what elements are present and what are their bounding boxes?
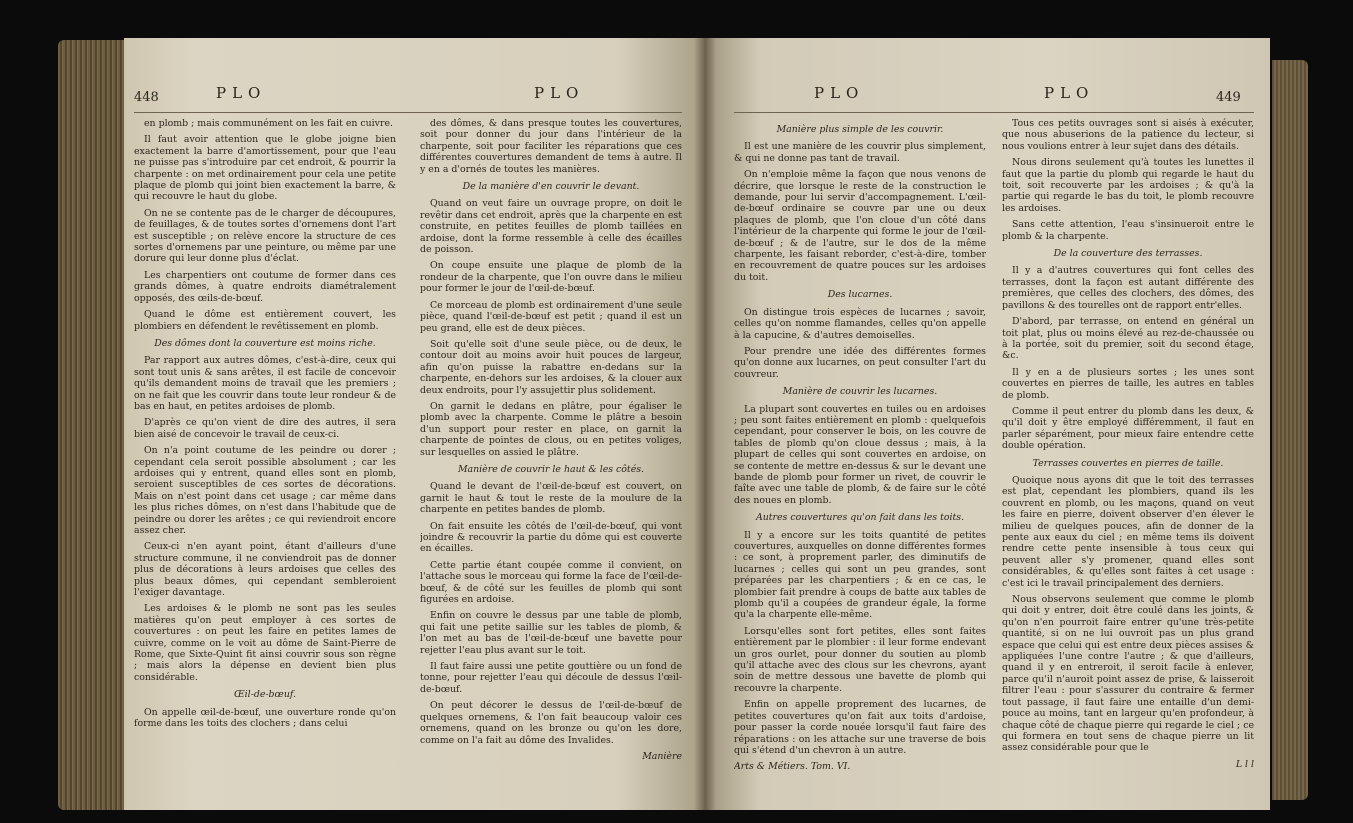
paragraph: Quoique nous ayons dit que le toit des terrasses est plat, cependant les plombiers, quand ils les couvrent en plomb, ou les maçons, quand on veut les faire en pierre, doivent observer d'en élever le milieu de quelques pouces, afin de donner de la pente aux eaux du ciel ; en même tems ils doivent rendre cette pente insensible à tous ceux qui peuvent aller s'y promener, quand elles sont considérables, & qu'elles sont faites à cet usage : c'est ici le travail principalement des derniers. [1002,474,1254,589]
paragraph: Ce morceau de plomb est ordinairement d'une seule pièce, quand l'œil-de-bœuf est petit ; quand il est un peu grand, elle est de deux pièces. [420,299,682,334]
paragraph: Quand le devant de l'œil-de-bœuf est couvert, on garnit le haut & tout le reste de la moulure de la charpente en petites bandes de plomb. [420,481,682,516]
section-heading: Terrasses couvertes en pierres de taille. [1032,457,1224,469]
paragraph: On appelle œil-de-bœuf, une ouverture ronde qu'on forme dans les toits des clochers ; dans celui [134,706,396,730]
text-column [134,118,396,803]
paragraph: On fait ensuite les côtés de l'œil-de-bœuf, qui vont joindre & recouvrir la partie du dôme qui est couverte en écailles. [420,520,682,555]
paragraph: Soit qu'elle soit d'une seule pièce, ou de deux, le contour doit au moins avoir huit pouces de largeur, afin qu'on puisse la rabattre en-dedans sur la charpente, en-dehors sur les ardoises, & la clouer aux deux endroits, pour l'y assujettir plus solidement. [420,338,682,396]
paragraph: On n'emploie même la façon que nous venons de décrire, que lorsque le reste de la construction le demande, pour lui servir d'accompagnement. L'œil-de-bœuf ordinaire se couvre par une ou deux plaques de plomb, que l'on cloue d'un côté dans l'intérieur de la charpente qui forme le jour de l'œil-de-bœuf ; & de l'autre, sur le dos de la même charpente, les faisant reborder, c'est-à-dire, tomber en recouvrement de quatre pouces sur les ardoises du toit. [734,169,986,283]
left-page [124,38,704,810]
paragraph: Il y en a de plusieurs sortes ; les unes sont couvertes en pierres de taille, les autres en tables de plomb. [1002,366,1254,401]
paragraph: Quand le dôme est entièrement couvert, les plombiers en défendent le revêtissement en plomb. [134,309,396,332]
section-heading: Manière de couvrir les lucarnes. [782,386,938,398]
paragraph: Pour prendre une idée des différentes formes qu'on donne aux lucarnes, on peut consulter l'art du couvreur. [734,345,986,380]
signature-line: Arts & Métiers. Tom. VI. [734,761,851,773]
section-heading: De la manière d'en couvrir le devant. [462,181,640,193]
paragraph: des dômes, & dans presque toutes les couvertures, soit pour donner du jour dans l'intérieur de la charpente, soit pour faciliter les réparations que ces différentes couvertures demandent de tems à autre. Il y en a d'ornés de toutes les manières. [420,118,682,175]
head-rule [734,112,1254,113]
paragraph: Il y a d'autres couvertures qui font celles des terrasses, dont la façon est autant différente des premières, que celles des clochers, des dômes, des pavillons & des tourelles ont de rapport entr'elles. [1002,265,1254,311]
running-head: PLO [814,84,865,102]
paragraph: On coupe ensuite une plaque de plomb de la rondeur de la charpente, que l'on ouvre dans le milieu pour former le jour de l'œil-de-bœuf. [420,260,682,295]
paragraph: Cette partie étant coupée comme il convient, on l'attache sous le morceau qui forme la face de l'œil-de-bœuf, & de côté sur les feuilles de plomb qui sont figurées en ardoise. [420,559,682,606]
paragraph: Il est une manière de les couvrir plus simplement, & qui ne donne pas tant de travail. [734,141,986,164]
right-page-block [1272,60,1308,800]
paragraph: On n'a point coutume de les peindre ou dorer ; cependant cela seroit possible absolument ; car les ardoises qui y entrent, quand elles sont en plomb, seroient susceptibles de ces sortes de décorations. Mais on n'est point dans cet usage ; car même dans les plus riches dômes, on n'est dans l'habitude que de peindre ou dorer les arêtes ; ce qui reviendroit encore assez cher. [134,445,396,536]
text-column [734,118,986,803]
paragraph: Enfin on couvre le dessus par une table de plomb, qui fait une petite saillie sur les tables de plomb, & l'on met au bas de l'œil-de-bœuf une bavette pour rejetter l'eau plus avant sur le toit. [420,610,682,656]
section-heading: Œil-de-bœuf. [234,689,296,701]
section-heading: Des lucarnes. [827,289,893,301]
head-rule [134,112,682,113]
paragraph: On distingue trois espèces de lucarnes ; savoir, celles qu'on nomme flamandes, celles qu'on appelle à la capucine, & d'autres demoiselles. [734,306,986,341]
running-head: PLO [534,84,585,102]
paragraph: Quand on veut faire un ouvrage propre, on doit le revêtir dans cet endroit, après que la charpente en est construite, en petites feuilles de plomb taillées en ardoise, dont la forme ressemble à celle des écailles de poisson. [420,198,682,256]
paragraph: La plupart sont couvertes en tuiles ou en ardoises ; peu sont faites entièrement en plomb : quelquefois cependant, pour conserver le bois, on les couvre de tables de plomb qu'on cloue dessus ; mais, à la plupart de celles qui sont couvertes en ardoise, on se contente de mettre en-dessus & sur le devant une bande de plomb pour former un rivet, de couvrir le faîte avec une table de plomb, & de faire sur le côté des noues en plomb. [734,403,986,506]
section-heading: Manière de couvrir le haut & les côtés. [457,463,645,475]
section-heading: Autres couvertures qu'on fait dans les toits. [755,512,965,524]
paragraph: Les ardoises & le plomb ne sont pas les seules matières qu'on peut employer à ces sortes de couvertures : on peut les faire en petites lames de cuivre, comme on le voit au dôme de Saint-Pierre de Rome, que Sixte-Quint fit ainsi couvrir sous son règne ; mais alors la dépense en devient bien plus considérable. [134,603,396,683]
paragraph: Il faut faire aussi une petite gouttière ou un fond de tonne, pour rejetter l'eau qui découle de dessus l'œil-de-bœuf. [420,661,682,695]
page-number: 448 [134,90,159,105]
paragraph: Tous ces petits ouvrages sont si aisés à exécuter, que nous abuserions de la patience du lecteur, si nous voulions entrer à leur sujet dans des détails. [1002,118,1254,152]
paragraph: Nous dirons seulement qu'à toutes les lunettes il faut que la partie du plomb qui regarde le haut du toit, soit recouverte par les ardoises ; & qu'à la partie qui regarde le bas du toit, le plomb recouvre les ardoises. [1002,157,1254,214]
paragraph: Par rapport aux autres dômes, c'est-à-dire, ceux qui sont tout unis & sans arêtes, il est facile de concevoir qu'ils demandent moins de travail que les premiers ; on ne fait que les couvrir dans toute leur rondeur & de bas en haut, en petites ardoises de plomb. [134,355,396,412]
section-heading: Des dômes dont la couverture est moins riche. [154,337,376,349]
running-head: PLO [1044,84,1095,102]
text-column [420,118,682,803]
paragraph: On peut décorer le dessus de l'œil-de-bœuf de quelques ornemens, & l'on fait beaucoup valoir ces ornemens, quand on les bronze ou qu'on les dore, comme on l'a fait au dôme des Invalides. [420,700,682,746]
book-gutter [694,38,716,810]
paragraph: Sans cette attention, l'eau s'insinueroit entre le plomb & la charpente. [1002,219,1254,242]
paragraph: Nous observons seulement que comme le plomb qui doit y entrer, doit être coulé dans les joints, & qu'on n'en pourroit faire entrer qu'une très-petite quantité, si on ne lui ouvroit pas un plus grand espace que celui qui est entre deux pièces assises & appliquées l'une contre l'autre ; & que d'ailleurs, quand il y en entreroit, il seroit facile à enlever, parce qu'il n'auroit point assez de prise, & laisseroit filtrer l'eau : pour s'assurer du contraire & fermer tout passage, il faut faire une entaille d'un demi-pouce au moins, tant en largeur qu'en profondeur, à chaque côté de chaque pierre qui regarde le ciel ; ce qui formera en tout sens de chaque pierre un lit assez considérable pour que le [1002,594,1254,754]
catchword: L l l [1235,758,1254,770]
paragraph: Comme il peut entrer du plomb dans les deux, & qu'il doit y être employé différemment, il faut en parler séparément, pour mieux faire entendre cette double opération. [1002,405,1254,452]
paragraph: On ne se contente pas de le charger de découpures, de feuillages, & de toutes sortes d'ornemens dont l'art est susceptible ; on relève encore la structure de ces sortes d'ornemens par une peinture, ou même par une dorure qui leur donne plus d'éclat. [134,207,396,265]
page-number: 449 [1216,90,1241,105]
paragraph: Enfin on appelle proprement des lucarnes, de petites couvertures qu'on fait aux toits d'ardoise, pour passer la corde nouée lorsqu'il faut faire des réparations : on les attache sur une traverse de bois qui s'étend d'un chevron à un autre. [734,699,986,756]
section-heading: Manière plus simple de les couvrir. [776,124,944,135]
paragraph: On garnit le dedans en plâtre, pour égaliser le plomb avec la charpente. Comme le plâtre a besoin d'un support pour rester en place, on garnit la charpente de pointes de clous, ou en petites voliges, sur lesquelles on assied le plâtre. [420,400,682,458]
paragraph: en plomb ; mais communément on les fait en cuivre. [144,118,393,129]
paragraph: Il faut avoir attention que le globe joigne bien exactement la barre d'amortissement, pour que l'eau ne puisse pas s'introduire par cet endroit, & pourrir la charpente : on met ordinairement pour cela une petite plaque de plomb qui joint bien exactement la barre, & qui recouvre le haut du globe. [134,134,396,203]
paragraph: D'après ce qu'on vient de dire des autres, il sera bien aisé de concevoir le travail de ceux-ci. [134,417,396,440]
catchword: Manière [642,750,682,762]
paragraph: Les charpentiers ont coutume de former dans ces grands dômes, à quatre endroits diamétralement opposés, des œils-de-bœuf. [134,269,396,304]
right-page [704,38,1270,810]
running-head: PLO [216,84,267,102]
paragraph: Il y a encore sur les toits quantité de petites couvertures, auxquelles on donne différentes formes : ce sont, à proprement parler, des diminutifs de lucarnes ; celles qui sont un peu grandes, sont préparées par les charpentiers ; & en ce cas, le plombier fait prendre à coups de batte aux tables de plomb qu'il a coupées de grandeur égale, la forme qu'a la charpente elle-même. [734,529,986,621]
paragraph: Lorsqu'elles sont fort petites, elles sont faites entièrement par le plombier : il leur forme endevant un gros ourlet, pour donner du soutien au plomb qu'il attache avec des clous sur les chevrons, ayant soin de mettre dessous une bavette de plomb qui recouvre la charpente. [734,625,986,694]
open-book [58,20,1308,810]
paragraph: Ceux-ci n'en ayant point, étant d'ailleurs d'une structure commune, il ne conviendroit pas de donner plus de décorations à leurs ardoises que celles des plus beaux dômes, qui cependant sembleroient l'exiger davantage. [134,541,396,599]
section-heading: De la couverture des terrasses. [1053,248,1203,260]
text-column [1002,118,1254,803]
paragraph: D'abord, par terrasse, on entend en général un toit plat, plus ou moins élevé au rez-de-chaussée ou à la portée, soit du premier, soit du second étage, &c. [1002,316,1254,362]
